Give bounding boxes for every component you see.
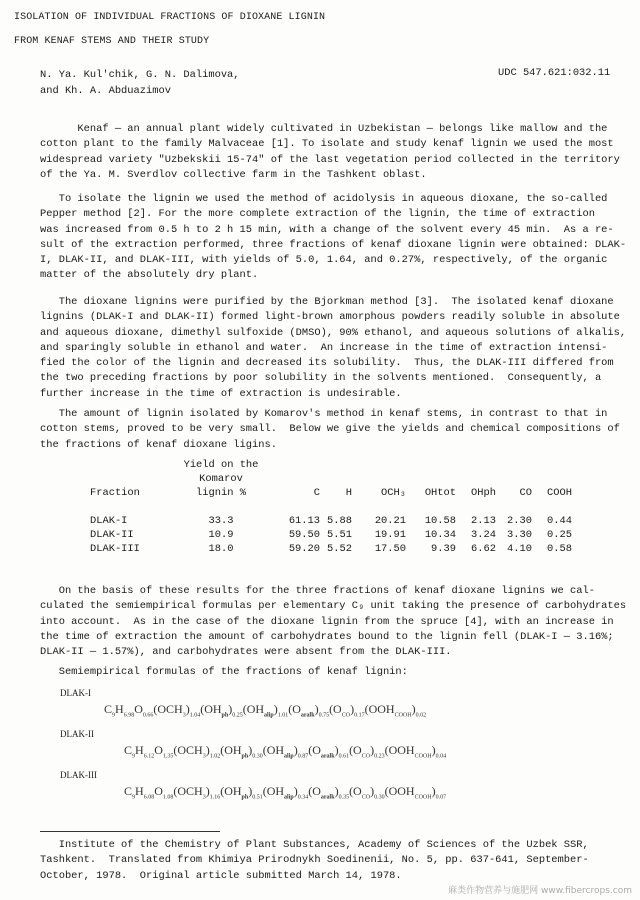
authors bbox=[40, 67, 240, 99]
formula-subscript: 0.75 bbox=[318, 712, 330, 719]
text-line: cotton stems, proved to be very small. Below we give the yields and chemical compositions of bbox=[40, 423, 620, 436]
formula-subscript: 1.08 bbox=[162, 794, 174, 801]
paragraph-2 bbox=[40, 192, 627, 284]
formula-subscript: 6.08 bbox=[143, 794, 155, 801]
authors-line-1: N. Ya. Kul'chik, G. N. Dalimova, bbox=[40, 69, 240, 81]
formula-subscript: 0.02 bbox=[415, 712, 427, 719]
formula-subscript: 1.04 bbox=[189, 712, 201, 719]
text-line: cotton plant to the family Malvaceae [1]. To isolate and study kenaf lignin we used the most bbox=[40, 138, 614, 151]
text-line: culated the semiempirical formulas per elementary C₉ unit taking the presence of carbohydrates bbox=[40, 600, 627, 613]
formula-subscript: 9 bbox=[132, 794, 136, 801]
formula-label: DLAK-II bbox=[60, 729, 94, 739]
table-cell: 0.58 bbox=[547, 543, 572, 555]
text-line: DLAK-II — 1.57%), and carbohydrates were absent from the DLAK-III. bbox=[40, 646, 452, 659]
table-cell: 61.13 bbox=[288, 515, 320, 527]
formula-subscript: 0.30 bbox=[374, 794, 385, 801]
formula-subscript: 0.30 bbox=[252, 753, 263, 760]
text-line: The dioxane lignins were purified by the Bjorkman method [3]. The isolated kenaf dioxane bbox=[40, 296, 614, 308]
udc-code: UDC 547.621:032.11 bbox=[498, 67, 611, 79]
table-cell: 10.9 bbox=[208, 529, 234, 541]
formula-subscript: 1.35 bbox=[162, 753, 174, 760]
table-cell: 59.20 bbox=[288, 543, 320, 555]
text-line: the time of extraction the amount of carbohydrates bound to the lignin fell (DLAK-I — 3.16%; bbox=[40, 630, 614, 643]
formula-subscript: 0.17 bbox=[354, 712, 365, 719]
text-line: To isolate the lignin we used the method of acidolysis in aqueous dioxane, the so-called bbox=[40, 193, 608, 205]
formula-label: DLAK-III bbox=[60, 770, 97, 780]
col-header: OHtot bbox=[424, 487, 456, 499]
formula-subscript: 9 bbox=[132, 753, 136, 760]
table-header-row bbox=[90, 458, 572, 514]
col-header: CO bbox=[519, 487, 532, 499]
col-header: Yield on the Komarov lignin % bbox=[183, 459, 259, 499]
text-line: the fractions of kenaf dioxane ligins. bbox=[40, 438, 277, 451]
col-header: Fraction bbox=[90, 487, 140, 499]
formula-subscript: 0.51 bbox=[252, 794, 263, 801]
formula-subscript: 1.01 bbox=[277, 712, 289, 719]
table-cell: 33.3 bbox=[208, 515, 234, 527]
table-cell: 3.30 bbox=[507, 529, 532, 541]
text-line: further increase in the time of extraction is undesirable. bbox=[40, 387, 402, 400]
table-row bbox=[90, 542, 572, 556]
text-line: Pepper method [2]. For the more complete extraction of the lignin, the time of extraction bbox=[40, 208, 595, 221]
text-line: and sparingly soluble in ethanol and water. An increase in the time of extraction intensi- bbox=[40, 341, 608, 354]
text-line: On the basis of these results for the three fractions of kenaf dioxane lignins we cal- bbox=[40, 585, 595, 597]
table-row bbox=[90, 528, 572, 542]
text-line: matter of the absolutely dry plant. bbox=[40, 269, 259, 282]
text-line: Tashkent. Translated from Khimiya Prirodnykh Soedinenii, No. 5, pp. 637-641, September- bbox=[40, 854, 589, 867]
text-line: I, DLAK-II, and DLAK-III, with yields of 5.0, 1.64, and 0.27%, respectively, of the organic bbox=[40, 254, 608, 267]
table-cell: 5.88 bbox=[327, 515, 352, 527]
formula-subscript: 0.61 bbox=[338, 753, 350, 760]
formula-subscript: 0.87 bbox=[297, 753, 309, 760]
table-cell: 0.44 bbox=[547, 515, 572, 527]
text-line: October, 1978. Original article submitted March 14, 1978. bbox=[40, 869, 402, 882]
text-line: of the Ya. M. Sverdlov collective farm in the Tashkent oblast. bbox=[40, 168, 427, 181]
paragraph-3 bbox=[40, 295, 627, 402]
table-cell: 4.10 bbox=[507, 543, 532, 555]
title-line-2: FROM KENAF STEMS AND THEIR STUDY bbox=[14, 36, 210, 47]
formula-label: DLAK-I bbox=[60, 688, 91, 698]
col-header: H bbox=[345, 487, 352, 499]
table-cell: 19.91 bbox=[374, 529, 406, 541]
text-line: lignins (DLAK-I and DLAK-II) formed light-brown amorphous powders readily soluble in absolute bbox=[40, 311, 620, 324]
col-header: OCH₃ bbox=[381, 487, 406, 499]
composition-table bbox=[90, 458, 572, 556]
footnote bbox=[40, 838, 620, 884]
table-cell: 0.25 bbox=[547, 529, 572, 541]
paragraph-1 bbox=[40, 122, 620, 183]
table-cell: 2.30 bbox=[507, 515, 532, 527]
table-cell: 17.50 bbox=[374, 543, 406, 555]
text-line: the two preceding fractions by poor solubility in the solvents mentioned. Consequently, a bbox=[40, 372, 602, 385]
text-line: Institute of the Chemistry of Plant Substances, Academy of Sciences of the Uzbek SSR, bbox=[40, 839, 589, 851]
footnote-divider bbox=[40, 831, 220, 832]
semiempirical-formula: $C_9H_{6.98}O_{0.66}(OCH_3)_{1.04}(OH_{ph})_{0.25}(OH_{alip})_{1.01}(O_{aralk})_{0.75}(O_{CO})_{0.17}(OOH_{COOH})_{0.02}$ bbox=[104, 702, 427, 719]
table-cell: 20.21 bbox=[374, 515, 406, 527]
text-line: fied the color of the lignin and decreased its solubility. Thus, the DLAK-III differed from bbox=[40, 357, 614, 370]
table-cell: 18.0 bbox=[208, 543, 234, 555]
formula-subscript: 1.16 bbox=[209, 794, 221, 801]
col-header: COOH bbox=[547, 487, 572, 499]
table-cell: 5.52 bbox=[327, 543, 352, 555]
table-cell: 59.50 bbox=[288, 529, 320, 541]
text-line: widespread variety "Uzbekskii 15-74" of the last vegetation period collected in the territory bbox=[40, 153, 620, 166]
text-line: into account. As in the case of the dioxane lignin from the spruce [4], with an increase in bbox=[40, 615, 614, 628]
table-cell: DLAK-III bbox=[90, 543, 140, 555]
formula-subscript: 0.04 bbox=[435, 753, 447, 760]
table-cell: 10.34 bbox=[424, 529, 456, 541]
text-line: Semiempirical formulas of the fractions of kenaf lignin: bbox=[40, 666, 408, 678]
semiempirical-formula: $C_9H_{6.12}O_{1.35}(OCH_3)_{1.02}(OH_{ph})_{0.30}(OH_{alip})_{0.87}(O_{aralk})_{0.61}(O_{CO})_{0.23}(OOH_{COOH})_{0.04}$ bbox=[124, 743, 447, 760]
text-line: The amount of lignin isolated by Komarov's method in kenaf stems, in contrast to that in bbox=[40, 408, 608, 420]
table-cell: DLAK-I bbox=[90, 515, 128, 527]
col-header: OHph bbox=[471, 487, 496, 499]
formula-subscript: 1.02 bbox=[209, 753, 221, 760]
formula-subscript: 0.23 bbox=[374, 753, 385, 760]
table-row bbox=[90, 514, 572, 528]
text-line: and aqueous dioxane, dimethyl sulfoxide (DMSO), 90% ethanol, and aqueous solutions of alkalis, bbox=[40, 326, 627, 339]
table-cell: DLAK-II bbox=[90, 529, 134, 541]
authors-line-2: and Kh. A. Abduazimov bbox=[40, 85, 171, 97]
title-line-1: ISOLATION OF INDIVIDUAL FRACTIONS OF DIOXANE LIGNIN bbox=[14, 12, 326, 23]
semiempirical-formula: $C_9H_{6.08}O_{1.08}(OCH_3)_{1.16}(OH_{ph})_{0.51}(OH_{alip})_{0.34}(O_{aralk})_{0.35}(O_{CO})_{0.30}(OOH_{COOH})_{0.07}$ bbox=[124, 784, 447, 801]
text-line: sult of the extraction performed, three fractions of kenaf dioxane lignin were obtained: DLAK- bbox=[40, 238, 627, 251]
formula-subscript: 6.98 bbox=[123, 712, 135, 719]
table-cell: 9.39 bbox=[431, 543, 456, 555]
formula-subscript: 0.66 bbox=[142, 712, 154, 719]
paragraph-4 bbox=[40, 407, 620, 453]
paragraph-5 bbox=[40, 584, 627, 660]
table-cell: 6.62 bbox=[471, 543, 496, 555]
col-header: C bbox=[313, 487, 320, 499]
formula-subscript: 9 bbox=[112, 712, 116, 719]
paragraph-6 bbox=[40, 665, 620, 680]
table-cell: 3.24 bbox=[471, 529, 496, 541]
text-line: was increased from 0.5 h to 2 h 15 min, with a change of the solvent every 45 min. As a re- bbox=[40, 223, 614, 236]
text-line: Kenaf — an annual plant widely cultivated in Uzbekistan — belongs like mallow and the bbox=[40, 123, 608, 135]
watermark: 麻类作物营养与施肥网 www.fibercrops.com bbox=[448, 886, 632, 896]
formula-subscript: 6.12 bbox=[143, 753, 155, 760]
formula-subscript: 0.35 bbox=[338, 794, 350, 801]
formula-subscript: 0.07 bbox=[435, 794, 447, 801]
formula-subscript: 0.25 bbox=[232, 712, 243, 719]
formula-subscript: 0.34 bbox=[297, 794, 309, 801]
table-cell: 5.51 bbox=[327, 529, 352, 541]
table-cell: 2.13 bbox=[471, 515, 496, 527]
table-cell: 10.58 bbox=[424, 515, 456, 527]
